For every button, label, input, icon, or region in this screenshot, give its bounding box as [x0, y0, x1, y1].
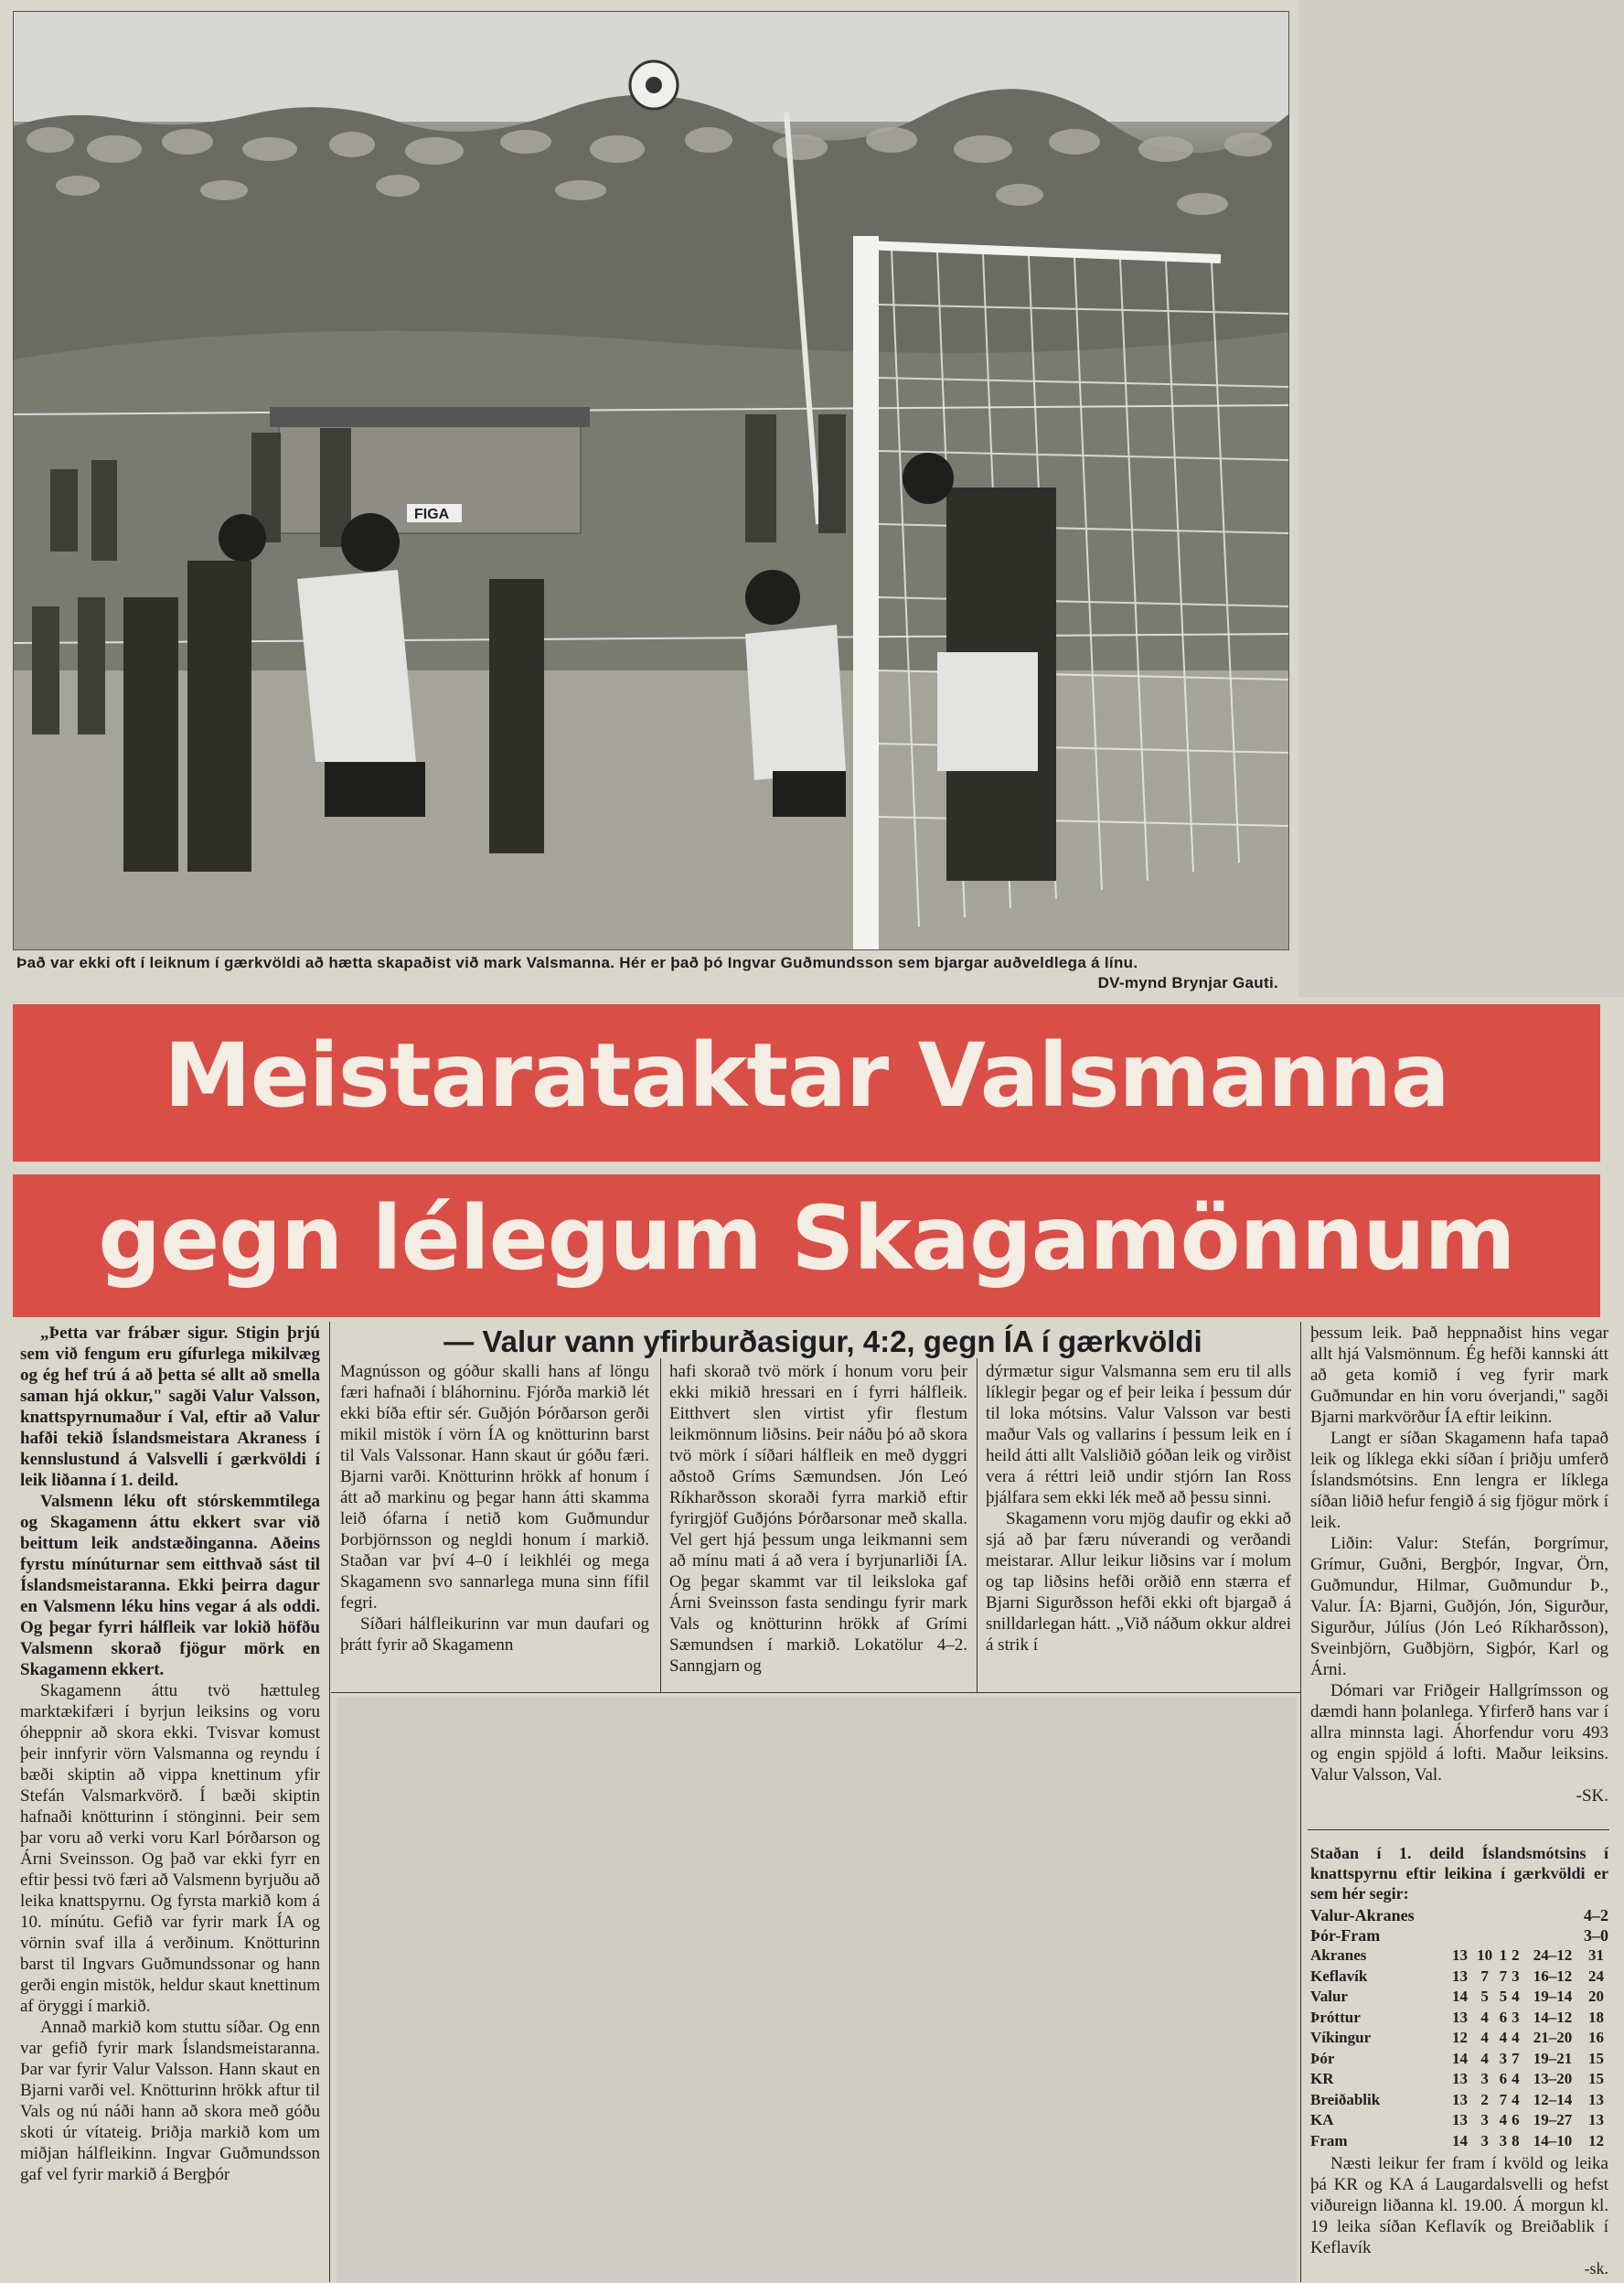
standings-cell-team: Akranes	[1310, 1946, 1367, 1964]
standings-cell-d: 5	[1499, 1988, 1508, 2005]
standings-cell-d: 6	[1499, 2070, 1508, 2087]
standings-cell-team: Þór	[1310, 2049, 1335, 2067]
table-row	[1310, 2110, 1608, 2131]
standings-cell-goals: 16–12	[1533, 1967, 1573, 1985]
paragraph: Langt er síðan Skagamenn hafa tapað leik og líklega ekki síðan í þriðju umferð Íslandsmótsins. Enn lengra er líklega síðan liðið hefur fengið á sig fjögur mörk í leik.	[1310, 1429, 1608, 1532]
paragraph: Síðari hálfleikurinn var mun daufari og þrátt fyrir að Skagamenn	[340, 1614, 649, 1655]
standings-cell-w: 7	[1480, 1967, 1489, 1985]
lead-paragraph: „Þetta var frábær sigur. Stigin þrjú sem við fengum eru gífurlega mikilvæg og ég hef trú á að þetta sé allt að smella saman hjá okkur," sagði Valur Valsson, knattspyrnumaður í Val, eftir að Valur hafði tekið Íslandsmeistara Akraness í kennslustund á Valsvelli í gærkvöldi í leik liðanna í 1. deild.	[20, 1324, 320, 1490]
standings-cell-team: Fram	[1310, 2131, 1348, 2149]
blank-area-top-right	[1298, 0, 1624, 997]
paragraph: Liðin: Valur: Stefán, Þorgrímur, Grímur, Guðni, Bergþór, Ingvar, Örn, Guðmundur, Hilmar, Guðmundur Þ., Valur. ÍA: Bjarni, Guðjón, Jón, Sigurður, Sigurður, Júlíus (Jón Leó Ríkharðsson), Sveinbjörn, Guðbjörn, Sigþór, Karl og Árni.	[1310, 1534, 1608, 1679]
paragraph: Magnússon og góður skalli hans af löngu færi hafnaði í bláhorninu. Fjórða markið lét ekki bíða eftir sér. Guðjón Þórðarson gerði mikil mistök í vörn ÍA og knötturinn barst til Vals Valssonar. Hann skaut úr góðu færi. Bjarni varði. Knötturinn hrökk af honum í átt að markinu og þegar hann átti skamma leið ófarna í netið kom Guðmundur Þorbjörnsson og negldi honum í markið. Staðan var því 4–0 í leikhléi og mega Skagamenn svo sannarlega muna sinn fífil fegri.	[340, 1362, 649, 1613]
standings-cell-team: Breiðablik	[1310, 2090, 1381, 2108]
table-row	[1310, 1987, 1608, 2008]
standings-cell-p: 13	[1452, 2111, 1469, 2128]
result-row	[1310, 1905, 1608, 1925]
standings-cell-w: 3	[1480, 2070, 1489, 2087]
standings-cell-pts: 31	[1587, 1946, 1604, 1964]
standings-table	[1310, 1945, 1608, 2151]
photo-caption	[16, 953, 1289, 993]
result-score: 3–0	[1584, 1926, 1608, 1945]
table-row	[1310, 2090, 1608, 2111]
standings-cell-goals: 19–21	[1533, 2049, 1573, 2067]
column-rule	[977, 1358, 978, 1692]
standings-cell-pts: 13	[1587, 2090, 1604, 2108]
table-row	[1310, 2028, 1608, 2049]
table-row	[1310, 2049, 1608, 2070]
sign-text: FIGA	[414, 507, 450, 522]
article-column-3	[669, 1361, 967, 1677]
standings-cell-l: 3	[1512, 2008, 1520, 2026]
standings-cell-p: 12	[1452, 2029, 1469, 2046]
standings-cell-p: 13	[1452, 2008, 1469, 2026]
photo-credit: DV-mynd Brynjar Gauti.	[1097, 974, 1278, 991]
standings-cell-team: Víkingur	[1310, 2029, 1372, 2046]
standings-cell-l: 4	[1512, 2090, 1520, 2108]
author-signature: -SK.	[1576, 1786, 1608, 1806]
standings-cell-team: Valur	[1310, 1988, 1348, 2005]
standings-cell-d: 1	[1499, 1946, 1508, 1964]
paragraph: þessum leik. Það heppnaðist hins vegar allt hjá Valsmönnum. Ég hefði kannski átt að geta komið í veg fyrir mark Guðmundar en hin voru óverjandi," sagði Bjarni markvörður ÍA eftir leikinn.	[1310, 1324, 1608, 1427]
standings-cell-p: 13	[1452, 2070, 1469, 2087]
standings-cell-pts: 24	[1587, 1967, 1604, 1985]
subheadline: — Valur vann yfirburðasigur, 4:2, gegn ÍA í gærkvöldi	[443, 1324, 1202, 1358]
paragraph: dýrmætur sigur Valsmanna sem eru til alls líklegir þegar og ef þeir leika í þessum dúr til loka mótsins. Valur Valsson var besti maður Vals og vallarins í þessum leik en í heild átti allt Valsliðið góðan leik og virðist vera á réttri leið undir stjórn Ian Ross þjálfara sem ekki lék með að þessu sinni.	[986, 1362, 1291, 1507]
paragraph: Annað markið kom stuttu síðar. Og enn var gefið fyrir mark Íslandsmeistaranna. Þar var fyrir Valur Valsson. Hann skaut en Bjarni varði vel. Knötturinn hrökk aftur til Vals og nú náði hann að skora með góðu skoti úr vítateig. Þriðja markið kom um miðjan hálfleikinn. Ingvar Guðmundsson gaf vel fyrir markið á Bergþór	[20, 2018, 320, 2184]
standings-cell-team: Keflavík	[1310, 1967, 1368, 1985]
standings-cell-w: 2	[1480, 2090, 1489, 2108]
standings-cell-d: 6	[1499, 2008, 1508, 2026]
table-row	[1310, 1945, 1608, 1967]
article-column-1	[20, 1323, 320, 2185]
table-rule	[1308, 1829, 1609, 1830]
column-rule	[329, 1322, 330, 2282]
standings-cell-l: 6	[1512, 2111, 1520, 2128]
paragraph: Dómari var Friðgeir Hallgrímsson og dæmdi hann þolanlega. Yfirferð hans var í allra minnsta lagi. Áhorfendur voru 493 og engin spjöld á lofti. Maður leiksins. Valur Valsson, Val.	[1310, 1681, 1608, 1785]
standings-cell-pts: 13	[1587, 2111, 1604, 2128]
standings-cell-l: 3	[1512, 1967, 1520, 1985]
column-rule	[1300, 1322, 1301, 2282]
standings-cell-d: 4	[1499, 2029, 1508, 2046]
standings-cell-d: 7	[1499, 1967, 1508, 1985]
standings-cell-w: 4	[1480, 2029, 1489, 2046]
result-match: Þór-Fram	[1310, 1926, 1381, 1945]
standings-cell-team: KA	[1310, 2111, 1334, 2128]
standings-signature: -sk.	[1584, 2259, 1608, 2278]
standings-cell-goals: 14–12	[1533, 2008, 1573, 2026]
table-row	[1310, 1967, 1608, 1988]
standings-cell-p: 13	[1452, 1946, 1469, 1964]
standings-cell-w: 5	[1480, 1988, 1489, 2005]
paragraph: Valsmenn léku oft stórskemmtilega og Skagamenn áttu ekkert svar við beittum leik andstæðinganna. Aðeins fyrstu mínúturnar sem eitthvað sást til Íslandsmeistaranna. Ekki þeirra dagur en Valsmenn léku hins vegar á als oddi. Og þegar fyrri hálfleik var lokið höfðu Valsmenn skorað fjögur mörk en Skagamenn ekkert.	[20, 1492, 320, 1679]
standings-cell-pts: 12	[1587, 2131, 1604, 2149]
standings-cell-d: 3	[1499, 2131, 1508, 2149]
standings-cell-p: 14	[1452, 1988, 1469, 2005]
standings-cell-w: 3	[1480, 2111, 1489, 2128]
headline-line-1: Meistarataktar Valsmanna	[13, 1004, 1600, 1162]
standings-cell-p: 13	[1452, 1967, 1469, 1985]
standings-cell-w: 3	[1480, 2131, 1489, 2149]
result-match: Valur-Akranes	[1310, 1906, 1415, 1924]
table-row	[1310, 2008, 1608, 2029]
standings-cell-l: 4	[1512, 2029, 1520, 2046]
standings-cell-goals: 12–14	[1533, 2090, 1573, 2108]
standings-cell-p: 14	[1452, 2049, 1469, 2067]
standings-cell-p: 13	[1452, 2090, 1469, 2108]
article-column-5	[1310, 1323, 1608, 1806]
standings-cell-d: 7	[1499, 2090, 1508, 2108]
standings-cell-pts: 15	[1587, 2070, 1604, 2087]
football-photo	[13, 11, 1289, 950]
standings-cell-goals: 21–20	[1533, 2029, 1573, 2046]
standings-cell-team: Þróttur	[1310, 2008, 1361, 2026]
next-games-text: Næsti leikur fer fram í kvöld og leika þá KR og KA á Laugardalsvelli og hefst viðureign liðanna kl. 19.00. Á morgun kl. 19 leika síðan Keflavík og Breiðablik í Keflavík	[1310, 2154, 1608, 2257]
result-row	[1310, 1925, 1608, 1945]
standings-cell-p: 14	[1452, 2131, 1469, 2149]
standings-cell-d: 4	[1499, 2111, 1508, 2128]
standings-cell-l: 4	[1512, 1988, 1520, 2005]
standings-cell-l: 8	[1512, 2131, 1520, 2149]
standings-intro: Staðan í 1. deild Íslandsmótsins í knattspyrnu eftir leikina í gærkvöldi er sem hér segir:	[1310, 1844, 1608, 1902]
standings-cell-team: KR	[1310, 2070, 1334, 2087]
standings-cell-w: 10	[1477, 1946, 1493, 1964]
table-row	[1310, 2131, 1608, 2152]
article-column-4	[986, 1361, 1291, 1656]
standings-cell-pts: 18	[1587, 2008, 1604, 2026]
standings-cell-pts: 20	[1587, 1988, 1604, 2005]
table-row	[1310, 2069, 1608, 2090]
standings-cell-d: 3	[1499, 2049, 1508, 2067]
caption-text: Það var ekki oft í leiknum í gærkvöldi að hætta skapaðist við mark Valsmanna. Hér er það þó Ingvar Guðmundsson sem bjargar auðveldlega á línu.	[16, 954, 1138, 971]
column-rule	[331, 1692, 1300, 1693]
standings-cell-goals: 13–20	[1533, 2070, 1573, 2087]
headline-line-2: gegn lélegum Skagamönnum	[13, 1174, 1600, 1317]
standings-cell-goals: 19–27	[1533, 2111, 1573, 2128]
standings-cell-l: 2	[1512, 1946, 1520, 1964]
standings-cell-goals: 24–12	[1533, 1946, 1573, 1964]
standings-cell-goals: 14–10	[1533, 2131, 1573, 2149]
standings-cell-w: 4	[1480, 2049, 1489, 2067]
column-rule	[660, 1358, 661, 1692]
result-score: 4–2	[1584, 1906, 1608, 1924]
standings-cell-pts: 16	[1587, 2029, 1604, 2046]
standings-cell-l: 7	[1512, 2049, 1520, 2067]
paragraph: hafi skorað tvö mörk í honum voru þeir ekki mikið hressari en í fyrri hálfleik. Eitthvert slen virtist yfir flestum leikmönnum liðsins. Þeir náðu þó að skora tvö mörk í síðari hálfleik en með dyggri aðstoð Gríms Sæmundsen. Jón Leó Ríkharðsson skoraði fyrra markið eftir fyrirgjöf Guðjóns Þórðarsonar með skalla. Vel gert hjá þessum unga leikmanni sem að mínu mati á að vera í byrjunarliði ÍA. Og þegar skammt var til leiksloka gaf Árni Sveinsson fasta sendingu fyrir mark Vals og knötturinn hrökk af Grími Sæmundsen í markið. Lokatölur 4–2. Sanngjarn og	[669, 1362, 967, 1676]
standings-cell-goals: 19–14	[1533, 1988, 1573, 2005]
standings-cell-w: 4	[1480, 2008, 1489, 2026]
article-column-2	[340, 1361, 649, 1656]
standings-cell-l: 4	[1512, 2070, 1520, 2087]
blank-area	[337, 1697, 1297, 2283]
standings-cell-pts: 15	[1587, 2049, 1604, 2067]
paragraph: Skagamenn voru mjög daufir og ekki að sjá að þar færu núverandi og verðandi meistarar. Allur leikur liðsins var í molum og tap liðsins hefði orðið enn stærra ef Bjarni Sigurðsson hefði ekki oft bjargað á snilldarlegan hátt. „Við náðum okkur aldrei á strik í	[986, 1509, 1291, 1655]
standings-box	[1310, 1843, 1608, 2278]
paragraph: Skagamenn áttu tvö hættuleg marktækifæri í byrjun leiksins og voru óheppnir að skora ekki. Tvisvar komust þeir innfyrir vörn Valsmanna og reyndu í bæði skiptin að vippa knettinum yfir Stefán Valsmarkvörð. Í bæði skiptin hafnaði knötturinn í stönginni. Þeir sem þar voru að verki voru Karl Þórðarson og Árni Sveinsson. Og það var ekki fyrr en eftir þessi tvö færi að Valsmenn byrjuðu að leika knattspyrnu. Og fyrsta markið kom á 10. mínútu. Gefið var fyrir mark ÍA og vörnin svaf illa á verðinum. Knötturinn barst til Ingvars Guðmundssonar og hann gerði engin mistök, heldur skaut knettinum af öryggi í markið.	[20, 1681, 320, 2016]
